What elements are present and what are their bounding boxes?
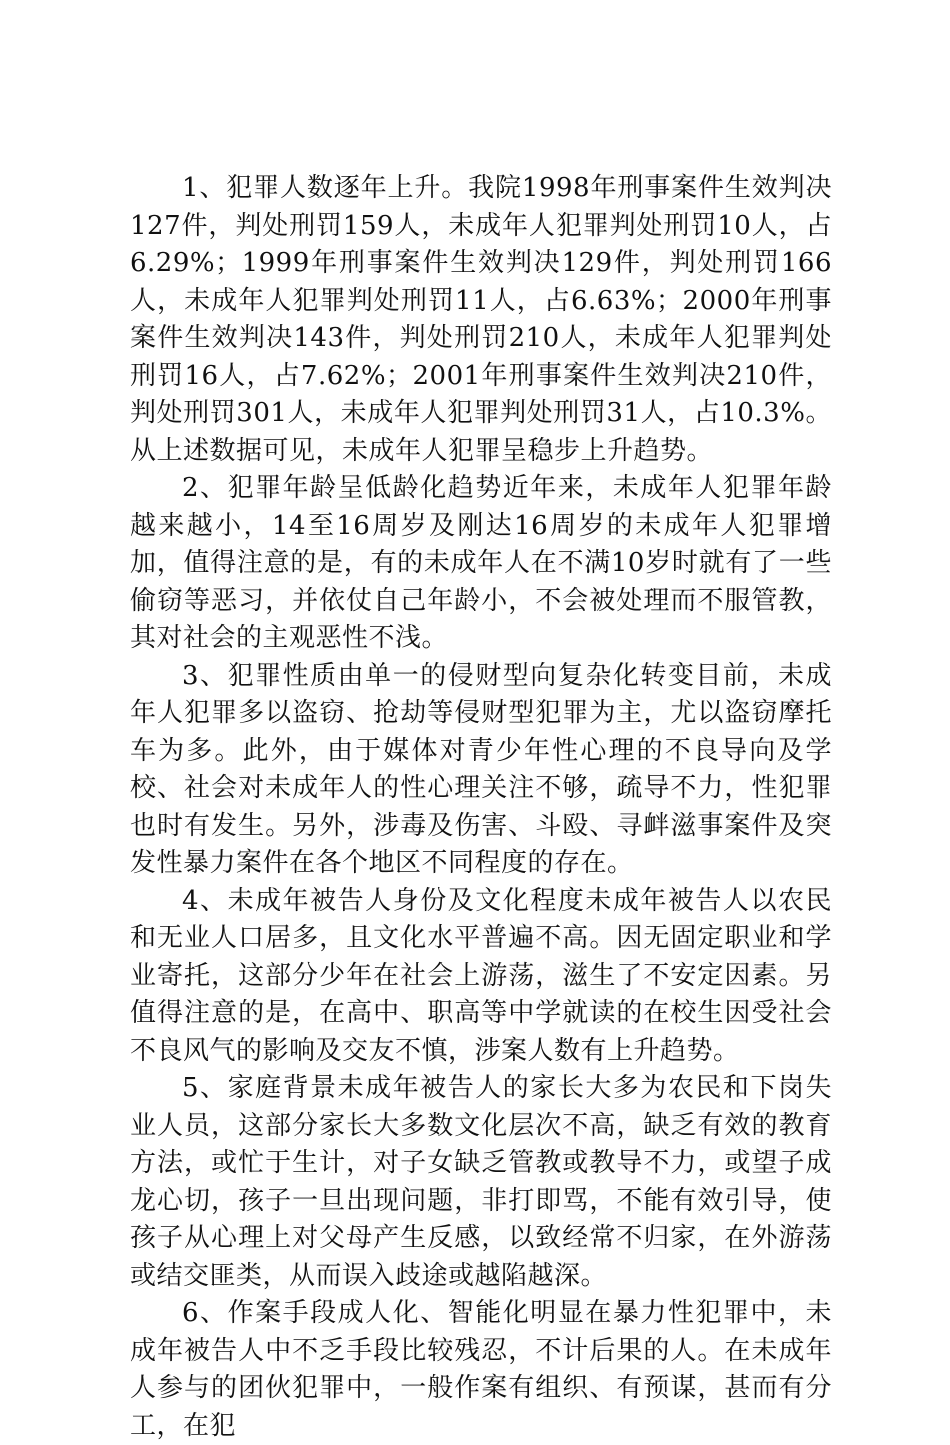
paragraph-5: 5、家庭背景未成年被告人的家长大多为农民和下岗失业人员，这部分家长大多数文化层次不高，缺乏有效的教育方法，或忙于生计，对子女缺乏管教或教导不力，或望子成龙心切，孩子一旦出现问题，非打即骂，不能有效引导，使孩子从心理上对父母产生反感，以致经常不归家，在外游荡或结交匪类，从而误入歧途或越陷越深。	[130, 1073, 832, 1291]
paragraph-6: 6、作案手段成人化、智能化明显在暴力性犯罪中，未成年被告人中不乏手段比较残忍，不计后果的人。在未成年人参与的团伙犯罪中，一般作案有组织、有预谋，甚而有分工，在犯	[130, 1298, 832, 1441]
paragraph-3: 3、犯罪性质由单一的侵财型向复杂化转变目前，未成年人犯罪多以盗窃、抢劫等侵财型犯罪为主，尤以盗窃摩托车为多。此外，由于媒体对青少年性心理的不良导向及学校、社会对未成年人的性心理关注不够，疏导不力，性犯罪也时有发生。另外，涉毒及伤害、斗殴、寻衅滋事案件及突发性暴力案件在各个地区不同程度的存在。	[130, 660, 832, 878]
document-body	[130, 170, 832, 1445]
paragraph-2: 2、犯罪年龄呈低龄化趋势近年来，未成年人犯罪年龄越来越小，14至16周岁及刚达16周岁的未成年人犯罪增加，值得注意的是，有的未成年人在不满10岁时就有了一些偷窃等恶习，并依仗自己年龄小，不会被处理而不服管教，其对社会的主观恶性不浅。	[130, 473, 832, 653]
paragraph-4: 4、未成年被告人身份及文化程度未成年被告人以农民和无业人口居多，且文化水平普遍不高。因无固定职业和学业寄托，这部分少年在社会上游荡，滋生了不安定因素。另值得注意的是，在高中、职高等中学就读的在校生因受社会不良风气的影响及交友不慎，涉案人数有上升趋势。	[130, 885, 832, 1066]
paragraph-1: 1、犯罪人数逐年上升。我院1998年刑事案件生效判决127件，判处刑罚159人，未成年人犯罪判处刑罚10人，占6.29%；1999年刑事案件生效判决129件，判处刑罚166人，未成年人犯罪判处刑罚11人，占6.63%；2000年刑事案件生效判决143件，判处刑罚210人，未成年人犯罪判处刑罚16人，占7.62%；2001年刑事案件生效判决210件，判处刑罚301人，未成年人犯罪判处刑罚31人，占10.3%。从上述数据可见，未成年人犯罪呈稳步上升趋势。	[130, 173, 832, 466]
